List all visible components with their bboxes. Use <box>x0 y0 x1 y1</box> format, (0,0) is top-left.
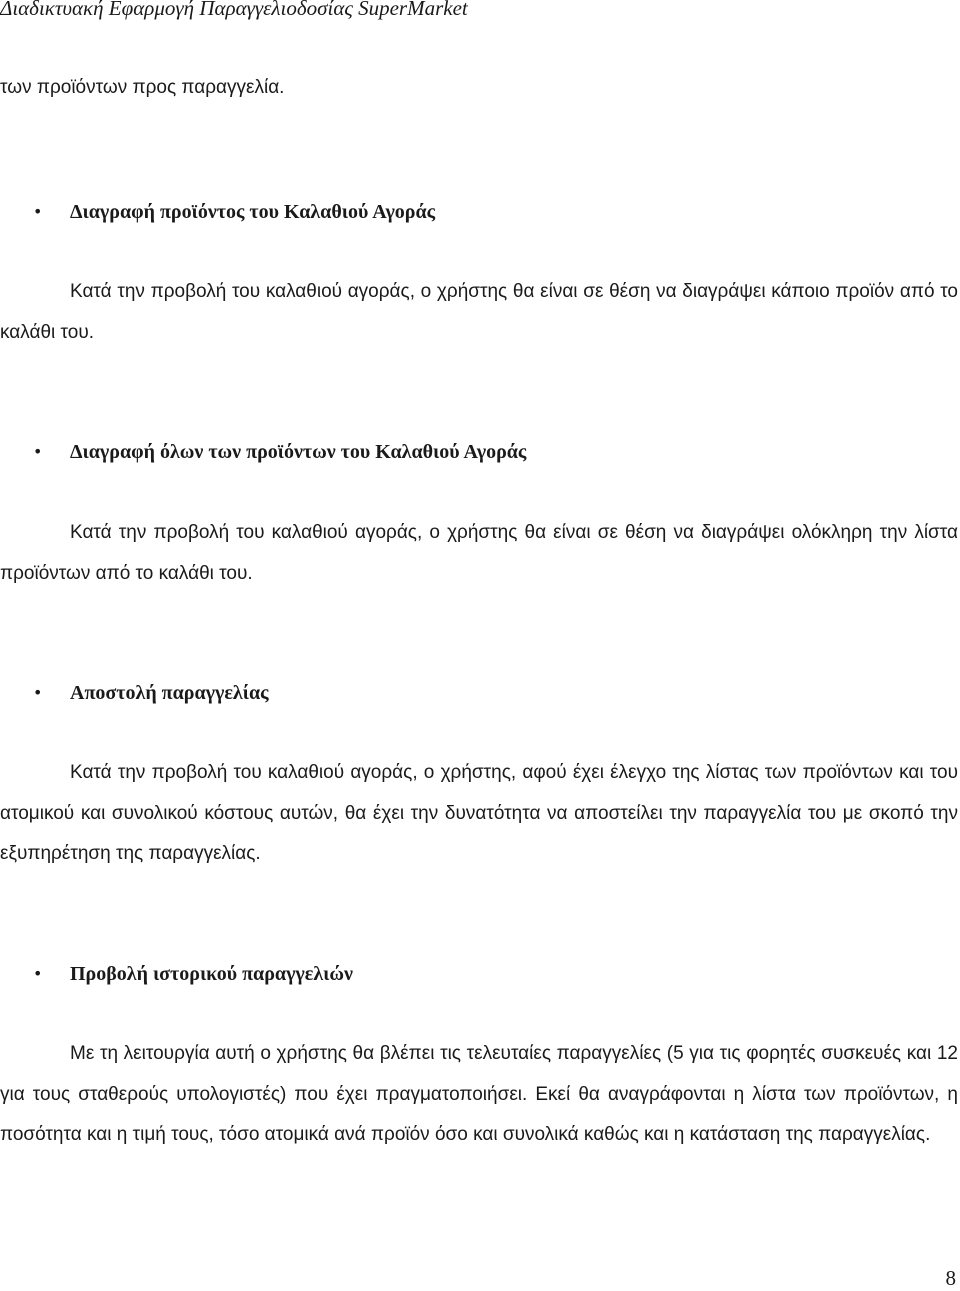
section-body-order-history <box>0 1034 958 1156</box>
bullet-icon: • <box>33 683 43 702</box>
section-body-text: Κατά την προβολή του καλαθιού αγοράς, ο χρήστης θα είναι σε θέση να διαγράψει ολόκληρη την λίστα προϊόντων από το καλάθι του. <box>0 522 958 584</box>
section-heading-text: Διαγραφή προϊόντος του Καλαθιού Αγοράς <box>70 201 436 223</box>
document-header: Διαδικτυακή Εφαρμογή Παραγγελιοδοσίας SuperMarket <box>0 0 468 20</box>
section-heading-text: Διαγραφή όλων των προϊόντων του Καλαθιού Αγοράς <box>70 441 527 463</box>
section-body-text: Κατά την προβολή του καλαθιού αγοράς, ο χρήστης θα είναι σε θέση να διαγράψει κάποιο προϊόν από το καλάθι του. <box>0 281 958 343</box>
intro-text: των προϊόντων προς παραγγελία. <box>0 77 285 98</box>
section-body-send-order <box>0 753 958 875</box>
intro-paragraph <box>0 68 958 109</box>
section-body-text: Με τη λειτουργία αυτή ο χρήστης θα βλέπει τις τελευταίες παραγγελίες (5 για τις φορητές συσκευές και 12 για τους σταθερούς υπολογιστές) που έχει πραγματοποιήσει. Εκεί θα αναγράφονται η λίστα των προϊόντων, η ποσότητα και η τιμή τους, τόσο ατομικά ανά προϊόν όσο και συνολικά καθώς και η κατάσταση της παραγγελίας. <box>0 1043 958 1145</box>
bullet-icon: • <box>33 442 43 461</box>
section-heading-text: Αποστολή παραγγελίας <box>70 682 269 704</box>
section-body-delete-product <box>0 272 958 353</box>
page-number: 8 <box>945 1266 956 1290</box>
section-body-text: Κατά την προβολή του καλαθιού αγοράς, ο χρήστης, αφού έχει έλεγχο της λίστας των προϊόντων και του ατομικού και συνολικού κόστους αυτών, θα έχει την δυνατότητα να αποστείλει την παραγγελία του με σκοπό την εξυπηρέτηση της παραγγελίας. <box>0 762 958 864</box>
section-body-delete-all-products <box>0 513 958 594</box>
bullet-icon: • <box>33 202 43 221</box>
section-heading-text: Προβολή ιστορικού παραγγελιών <box>70 963 353 985</box>
bullet-icon: • <box>33 964 43 983</box>
